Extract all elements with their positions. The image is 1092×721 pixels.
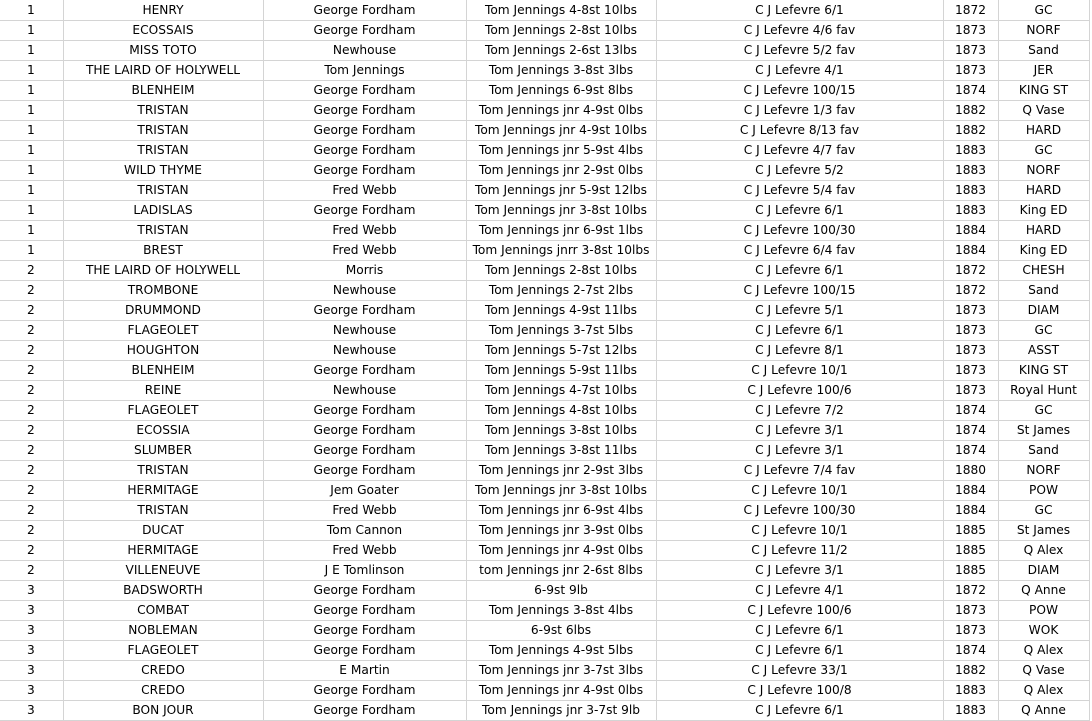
horse-cell[interactable]: BLENHEIM: [63, 361, 263, 381]
table-row: [0, 521, 1089, 541]
year-cell[interactable]: 1872: [943, 581, 998, 601]
owner-odds-cell[interactable]: C J Lefevre 10/1: [656, 361, 943, 381]
position-cell[interactable]: 2: [0, 381, 63, 401]
table-row: [0, 0, 1089, 21]
table-row: [0, 221, 1089, 241]
table-row: [0, 321, 1089, 341]
year-cell[interactable]: 1883: [943, 701, 998, 721]
position-cell[interactable]: 3: [0, 621, 63, 641]
trainer-cell[interactable]: Tom Jennings 5-9st 11lbs: [466, 361, 656, 381]
horse-cell[interactable]: TRISTAN: [63, 221, 263, 241]
table-row: [0, 141, 1089, 161]
race-cell[interactable]: GC: [998, 501, 1089, 521]
year-cell[interactable]: 1882: [943, 121, 998, 141]
position-cell[interactable]: 2: [0, 261, 63, 281]
jockey-cell[interactable]: Newhouse: [263, 41, 466, 61]
race-cell[interactable]: POW: [998, 601, 1089, 621]
jockey-cell[interactable]: E Martin: [263, 661, 466, 681]
table-row: [0, 301, 1089, 321]
race-cell[interactable]: KING ST: [998, 81, 1089, 101]
horse-cell[interactable]: FLAGEOLET: [63, 321, 263, 341]
trainer-cell[interactable]: Tom Jennings 3-8st 11lbs: [466, 441, 656, 461]
owner-odds-cell[interactable]: C J Lefevre 33/1: [656, 661, 943, 681]
position-cell[interactable]: 1: [0, 121, 63, 141]
table-row: [0, 61, 1089, 81]
jockey-cell[interactable]: Newhouse: [263, 281, 466, 301]
jockey-cell[interactable]: Fred Webb: [263, 181, 466, 201]
table-row: [0, 641, 1089, 661]
table-row: [0, 621, 1089, 641]
position-cell[interactable]: 1: [0, 161, 63, 181]
race-cell[interactable]: Q Vase: [998, 101, 1089, 121]
trainer-cell[interactable]: Tom Jennings jnrr 3-8st 10lbs: [466, 241, 656, 261]
horse-cell[interactable]: REINE: [63, 381, 263, 401]
jockey-cell[interactable]: Fred Webb: [263, 221, 466, 241]
table-row: [0, 461, 1089, 481]
year-cell[interactable]: 1883: [943, 681, 998, 701]
owner-odds-cell[interactable]: C J Lefevre 4/6 fav: [656, 21, 943, 41]
owner-odds-cell[interactable]: C J Lefevre 8/1: [656, 341, 943, 361]
jockey-cell[interactable]: George Fordham: [263, 0, 466, 21]
table-row: [0, 201, 1089, 221]
owner-odds-cell[interactable]: C J Lefevre 5/2: [656, 161, 943, 181]
trainer-cell[interactable]: Tom Jennings jnr 3-8st 10lbs: [466, 201, 656, 221]
position-cell[interactable]: 2: [0, 341, 63, 361]
race-cell[interactable]: POW: [998, 481, 1089, 501]
year-cell[interactable]: 1873: [943, 621, 998, 641]
trainer-cell[interactable]: Tom Jennings jnr 3-7st 3lbs: [466, 661, 656, 681]
jockey-cell[interactable]: George Fordham: [263, 641, 466, 661]
jockey-cell[interactable]: George Fordham: [263, 601, 466, 621]
horse-cell[interactable]: COMBAT: [63, 601, 263, 621]
trainer-cell[interactable]: Tom Jennings jnr 3-7st 9lb: [466, 701, 656, 721]
owner-odds-cell[interactable]: C J Lefevre 5/1: [656, 301, 943, 321]
jockey-cell[interactable]: George Fordham: [263, 81, 466, 101]
horse-cell[interactable]: TROMBONE: [63, 281, 263, 301]
trainer-cell[interactable]: Tom Jennings 2-6st 13lbs: [466, 41, 656, 61]
year-cell[interactable]: 1873: [943, 321, 998, 341]
year-cell[interactable]: 1872: [943, 261, 998, 281]
table-row: [0, 541, 1089, 561]
jockey-cell[interactable]: Tom Cannon: [263, 521, 466, 541]
owner-odds-cell[interactable]: C J Lefevre 100/6: [656, 601, 943, 621]
year-cell[interactable]: 1882: [943, 101, 998, 121]
table-row: [0, 121, 1089, 141]
trainer-cell[interactable]: Tom Jennings jnr 6-9st 1lbs: [466, 221, 656, 241]
year-cell[interactable]: 1883: [943, 201, 998, 221]
year-cell[interactable]: 1874: [943, 641, 998, 661]
table-row: [0, 361, 1089, 381]
owner-odds-cell[interactable]: C J Lefevre 4/1: [656, 61, 943, 81]
year-cell[interactable]: 1872: [943, 0, 998, 21]
jockey-cell[interactable]: George Fordham: [263, 421, 466, 441]
year-cell[interactable]: 1874: [943, 441, 998, 461]
horse-cell[interactable]: DUCAT: [63, 521, 263, 541]
year-cell[interactable]: 1873: [943, 61, 998, 81]
owner-odds-cell[interactable]: C J Lefevre 6/1: [656, 621, 943, 641]
race-cell[interactable]: GC: [998, 321, 1089, 341]
owner-odds-cell[interactable]: C J Lefevre 8/13 fav: [656, 121, 943, 141]
race-cell[interactable]: NORF: [998, 161, 1089, 181]
race-cell[interactable]: St James: [998, 421, 1089, 441]
trainer-cell[interactable]: Tom Jennings 2-7st 2lbs: [466, 281, 656, 301]
jockey-cell[interactable]: George Fordham: [263, 121, 466, 141]
owner-odds-cell[interactable]: C J Lefevre 6/1: [656, 261, 943, 281]
year-cell[interactable]: 1884: [943, 241, 998, 261]
trainer-cell[interactable]: Tom Jennings 4-7st 10lbs: [466, 381, 656, 401]
owner-odds-cell[interactable]: C J Lefevre 7/2: [656, 401, 943, 421]
trainer-cell[interactable]: Tom Jennings 2-8st 10lbs: [466, 21, 656, 41]
jockey-cell[interactable]: Jem Goater: [263, 481, 466, 501]
year-cell[interactable]: 1882: [943, 661, 998, 681]
table-row: [0, 261, 1089, 281]
owner-odds-cell[interactable]: C J Lefevre 1/3 fav: [656, 101, 943, 121]
horse-cell[interactable]: HERMITAGE: [63, 481, 263, 501]
jockey-cell[interactable]: George Fordham: [263, 101, 466, 121]
owner-odds-cell[interactable]: C J Lefevre 6/1: [656, 201, 943, 221]
year-cell[interactable]: 1873: [943, 361, 998, 381]
horse-cell[interactable]: BADSWORTH: [63, 581, 263, 601]
position-cell[interactable]: 2: [0, 521, 63, 541]
horse-cell[interactable]: TRISTAN: [63, 101, 263, 121]
race-cell[interactable]: Sand: [998, 41, 1089, 61]
owner-odds-cell[interactable]: C J Lefevre 3/1: [656, 561, 943, 581]
race-cell[interactable]: NORF: [998, 461, 1089, 481]
table-row: [0, 701, 1089, 721]
jockey-cell[interactable]: Newhouse: [263, 381, 466, 401]
position-cell[interactable]: 3: [0, 701, 63, 721]
position-cell[interactable]: 1: [0, 221, 63, 241]
race-cell[interactable]: GC: [998, 401, 1089, 421]
owner-odds-cell[interactable]: C J Lefevre 100/6: [656, 381, 943, 401]
horse-cell[interactable]: HENRY: [63, 0, 263, 21]
horse-cell[interactable]: SLUMBER: [63, 441, 263, 461]
race-cell[interactable]: King ED: [998, 201, 1089, 221]
race-cell[interactable]: Q Anne: [998, 581, 1089, 601]
jockey-cell[interactable]: George Fordham: [263, 701, 466, 721]
jockey-cell[interactable]: Newhouse: [263, 321, 466, 341]
position-cell[interactable]: 1: [0, 181, 63, 201]
year-cell[interactable]: 1874: [943, 401, 998, 421]
jockey-cell[interactable]: George Fordham: [263, 201, 466, 221]
position-cell[interactable]: 1: [0, 201, 63, 221]
horse-cell[interactable]: BLENHEIM: [63, 81, 263, 101]
horse-cell[interactable]: TRISTAN: [63, 121, 263, 141]
position-cell[interactable]: 2: [0, 321, 63, 341]
table-row: [0, 601, 1089, 621]
trainer-cell[interactable]: 6-9st 9lb: [466, 581, 656, 601]
table-row: [0, 21, 1089, 41]
year-cell[interactable]: 1873: [943, 381, 998, 401]
jockey-cell[interactable]: George Fordham: [263, 141, 466, 161]
year-cell[interactable]: 1884: [943, 501, 998, 521]
year-cell[interactable]: 1874: [943, 81, 998, 101]
race-cell[interactable]: WOK: [998, 621, 1089, 641]
horse-cell[interactable]: VILLENEUVE: [63, 561, 263, 581]
year-cell[interactable]: 1884: [943, 481, 998, 501]
owner-odds-cell[interactable]: C J Lefevre 5/2 fav: [656, 41, 943, 61]
race-cell[interactable]: GC: [998, 0, 1089, 21]
table-row: [0, 441, 1089, 461]
horse-cell[interactable]: FLAGEOLET: [63, 641, 263, 661]
jockey-cell[interactable]: Morris: [263, 261, 466, 281]
position-cell[interactable]: 3: [0, 601, 63, 621]
race-cell[interactable]: St James: [998, 521, 1089, 541]
jockey-cell[interactable]: George Fordham: [263, 581, 466, 601]
year-cell[interactable]: 1885: [943, 541, 998, 561]
position-cell[interactable]: 1: [0, 241, 63, 261]
owner-odds-cell[interactable]: C J Lefevre 10/1: [656, 481, 943, 501]
owner-odds-cell[interactable]: C J Lefevre 3/1: [656, 421, 943, 441]
trainer-cell[interactable]: Tom Jennings 4-8st 10lbs: [466, 401, 656, 421]
trainer-cell[interactable]: Tom Jennings jnr 3-8st 10lbs: [466, 481, 656, 501]
table-row: [0, 481, 1089, 501]
race-cell[interactable]: NORF: [998, 21, 1089, 41]
owner-odds-cell[interactable]: C J Lefevre 10/1: [656, 521, 943, 541]
table-row: [0, 101, 1089, 121]
position-cell[interactable]: 2: [0, 301, 63, 321]
trainer-cell[interactable]: Tom Jennings 2-8st 10lbs: [466, 261, 656, 281]
trainer-cell[interactable]: Tom Jennings 3-8st 3lbs: [466, 61, 656, 81]
trainer-cell[interactable]: Tom Jennings jnr 5-9st 12lbs: [466, 181, 656, 201]
jockey-cell[interactable]: George Fordham: [263, 161, 466, 181]
table-row: [0, 241, 1089, 261]
horse-cell[interactable]: FLAGEOLET: [63, 401, 263, 421]
trainer-cell[interactable]: Tom Jennings 4-9st 5lbs: [466, 641, 656, 661]
horse-cell[interactable]: HOUGHTON: [63, 341, 263, 361]
year-cell[interactable]: 1883: [943, 181, 998, 201]
position-cell[interactable]: 3: [0, 681, 63, 701]
owner-odds-cell[interactable]: C J Lefevre 7/4 fav: [656, 461, 943, 481]
table-row: [0, 501, 1089, 521]
race-cell[interactable]: Q Alex: [998, 541, 1089, 561]
table-row: [0, 581, 1089, 601]
trainer-cell[interactable]: Tom Jennings jnr 2-9st 0lbs: [466, 161, 656, 181]
position-cell[interactable]: 2: [0, 421, 63, 441]
trainer-cell[interactable]: Tom Jennings jnr 4-9st 0lbs: [466, 681, 656, 701]
trainer-cell[interactable]: Tom Jennings jnr 3-9st 0lbs: [466, 521, 656, 541]
year-cell[interactable]: 1874: [943, 421, 998, 441]
trainer-cell[interactable]: Tom Jennings 6-9st 8lbs: [466, 81, 656, 101]
owner-odds-cell[interactable]: C J Lefevre 6/4 fav: [656, 241, 943, 261]
position-cell[interactable]: 2: [0, 401, 63, 421]
owner-odds-cell[interactable]: C J Lefevre 11/2: [656, 541, 943, 561]
race-cell[interactable]: Q Vase: [998, 661, 1089, 681]
owner-odds-cell[interactable]: C J Lefevre 6/1: [656, 701, 943, 721]
trainer-cell[interactable]: Tom Jennings jnr 4-9st 0lbs: [466, 541, 656, 561]
table-row: [0, 421, 1089, 441]
horse-cell[interactable]: TRISTAN: [63, 501, 263, 521]
jockey-cell[interactable]: J E Tomlinson: [263, 561, 466, 581]
race-cell[interactable]: DIAM: [998, 561, 1089, 581]
position-cell[interactable]: 1: [0, 61, 63, 81]
race-cell[interactable]: Sand: [998, 441, 1089, 461]
horse-cell[interactable]: WILD THYME: [63, 161, 263, 181]
position-cell[interactable]: 1: [0, 0, 63, 21]
jockey-cell[interactable]: George Fordham: [263, 21, 466, 41]
owner-odds-cell[interactable]: C J Lefevre 5/4 fav: [656, 181, 943, 201]
jockey-cell[interactable]: Tom Jennings: [263, 61, 466, 81]
position-cell[interactable]: 1: [0, 41, 63, 61]
trainer-cell[interactable]: Tom Jennings 5-7st 12lbs: [466, 341, 656, 361]
horse-cell[interactable]: THE LAIRD OF HOLYWELL: [63, 261, 263, 281]
jockey-cell[interactable]: George Fordham: [263, 621, 466, 641]
owner-odds-cell[interactable]: C J Lefevre 100/30: [656, 501, 943, 521]
position-cell[interactable]: 2: [0, 441, 63, 461]
position-cell[interactable]: 2: [0, 481, 63, 501]
owner-odds-cell[interactable]: C J Lefevre 4/1: [656, 581, 943, 601]
position-cell[interactable]: 1: [0, 21, 63, 41]
horse-cell[interactable]: MISS TOTO: [63, 41, 263, 61]
horse-cell[interactable]: HERMITAGE: [63, 541, 263, 561]
trainer-cell[interactable]: tom Jennings jnr 2-6st 8lbs: [466, 561, 656, 581]
table-row: [0, 41, 1089, 61]
jockey-cell[interactable]: Fred Webb: [263, 241, 466, 261]
trainer-cell[interactable]: Tom Jennings jnr 2-9st 3lbs: [466, 461, 656, 481]
table-row: [0, 181, 1089, 201]
year-cell[interactable]: 1873: [943, 341, 998, 361]
year-cell[interactable]: 1883: [943, 141, 998, 161]
year-cell[interactable]: 1873: [943, 41, 998, 61]
position-cell[interactable]: 1: [0, 101, 63, 121]
owner-odds-cell[interactable]: C J Lefevre 3/1: [656, 441, 943, 461]
year-cell[interactable]: 1873: [943, 601, 998, 621]
jockey-cell[interactable]: George Fordham: [263, 401, 466, 421]
position-cell[interactable]: 2: [0, 561, 63, 581]
trainer-cell[interactable]: 6-9st 6lbs: [466, 621, 656, 641]
race-cell[interactable]: KING ST: [998, 361, 1089, 381]
owner-odds-cell[interactable]: C J Lefevre 100/8: [656, 681, 943, 701]
horse-cell[interactable]: BON JOUR: [63, 701, 263, 721]
table-row: [0, 81, 1089, 101]
table-row: [0, 401, 1089, 421]
race-cell[interactable]: HARD: [998, 181, 1089, 201]
race-cell[interactable]: GC: [998, 141, 1089, 161]
table-row: [0, 661, 1089, 681]
owner-odds-cell[interactable]: C J Lefevre 100/15: [656, 81, 943, 101]
position-cell[interactable]: 1: [0, 141, 63, 161]
jockey-cell[interactable]: George Fordham: [263, 301, 466, 321]
owner-odds-cell[interactable]: C J Lefevre 100/30: [656, 221, 943, 241]
year-cell[interactable]: 1885: [943, 561, 998, 581]
jockey-cell[interactable]: Fred Webb: [263, 541, 466, 561]
year-cell[interactable]: 1885: [943, 521, 998, 541]
table-row: [0, 681, 1089, 701]
trainer-cell[interactable]: Tom Jennings 4-8st 10lbs: [466, 0, 656, 21]
horse-cell[interactable]: THE LAIRD OF HOLYWELL: [63, 61, 263, 81]
table-row: [0, 281, 1089, 301]
jockey-cell[interactable]: George Fordham: [263, 361, 466, 381]
owner-odds-cell[interactable]: C J Lefevre 6/1: [656, 321, 943, 341]
trainer-cell[interactable]: Tom Jennings 4-9st 11lbs: [466, 301, 656, 321]
jockey-cell[interactable]: Fred Webb: [263, 501, 466, 521]
horse-cell[interactable]: CREDO: [63, 661, 263, 681]
year-cell[interactable]: 1873: [943, 21, 998, 41]
race-cell[interactable]: DIAM: [998, 301, 1089, 321]
jockey-cell[interactable]: George Fordham: [263, 461, 466, 481]
table-row: [0, 381, 1089, 401]
horse-cell[interactable]: CREDO: [63, 681, 263, 701]
table-row: [0, 161, 1089, 181]
year-cell[interactable]: 1873: [943, 301, 998, 321]
trainer-cell[interactable]: Tom Jennings 3-8st 10lbs: [466, 421, 656, 441]
trainer-cell[interactable]: Tom Jennings jnr 5-9st 4lbs: [466, 141, 656, 161]
trainer-cell[interactable]: Tom Jennings jnr 4-9st 10lbs: [466, 121, 656, 141]
race-cell[interactable]: Q Anne: [998, 701, 1089, 721]
position-cell[interactable]: 3: [0, 661, 63, 681]
horse-cell[interactable]: DRUMMOND: [63, 301, 263, 321]
race-cell[interactable]: HARD: [998, 221, 1089, 241]
position-cell[interactable]: 3: [0, 581, 63, 601]
owner-odds-cell[interactable]: C J Lefevre 100/15: [656, 281, 943, 301]
jockey-cell[interactable]: George Fordham: [263, 681, 466, 701]
horse-cell[interactable]: TRISTAN: [63, 181, 263, 201]
horse-cell[interactable]: NOBLEMAN: [63, 621, 263, 641]
position-cell[interactable]: 1: [0, 81, 63, 101]
table-row: [0, 341, 1089, 361]
position-cell[interactable]: 2: [0, 541, 63, 561]
race-cell[interactable]: ASST: [998, 341, 1089, 361]
position-cell[interactable]: 3: [0, 641, 63, 661]
horse-cell[interactable]: ECOSSAIS: [63, 21, 263, 41]
horse-cell[interactable]: TRISTAN: [63, 141, 263, 161]
owner-odds-cell[interactable]: C J Lefevre 6/1: [656, 641, 943, 661]
trainer-cell[interactable]: Tom Jennings 3-8st 4lbs: [466, 601, 656, 621]
horse-cell[interactable]: BREST: [63, 241, 263, 261]
trainer-cell[interactable]: Tom Jennings jnr 4-9st 0lbs: [466, 101, 656, 121]
year-cell[interactable]: 1883: [943, 161, 998, 181]
race-cell[interactable]: CHESH: [998, 261, 1089, 281]
owner-odds-cell[interactable]: C J Lefevre 4/7 fav: [656, 141, 943, 161]
race-cell[interactable]: JER: [998, 61, 1089, 81]
jockey-cell[interactable]: Newhouse: [263, 341, 466, 361]
race-cell[interactable]: Q Alex: [998, 641, 1089, 661]
trainer-cell[interactable]: Tom Jennings jnr 6-9st 4lbs: [466, 501, 656, 521]
position-cell[interactable]: 2: [0, 281, 63, 301]
race-cell[interactable]: King ED: [998, 241, 1089, 261]
table-row: [0, 561, 1089, 581]
trainer-cell[interactable]: Tom Jennings 3-7st 5lbs: [466, 321, 656, 341]
race-cell[interactable]: Sand: [998, 281, 1089, 301]
year-cell[interactable]: 1884: [943, 221, 998, 241]
position-cell[interactable]: 2: [0, 501, 63, 521]
year-cell[interactable]: 1880: [943, 461, 998, 481]
position-cell[interactable]: 2: [0, 461, 63, 481]
race-cell[interactable]: Royal Hunt: [998, 381, 1089, 401]
jockey-cell[interactable]: George Fordham: [263, 441, 466, 461]
owner-odds-cell[interactable]: C J Lefevre 6/1: [656, 0, 943, 21]
race-cell[interactable]: HARD: [998, 121, 1089, 141]
horse-cell[interactable]: TRISTAN: [63, 461, 263, 481]
race-cell[interactable]: Q Alex: [998, 681, 1089, 701]
year-cell[interactable]: 1872: [943, 281, 998, 301]
horse-cell[interactable]: ECOSSIA: [63, 421, 263, 441]
horse-cell[interactable]: LADISLAS: [63, 201, 263, 221]
position-cell[interactable]: 2: [0, 361, 63, 381]
